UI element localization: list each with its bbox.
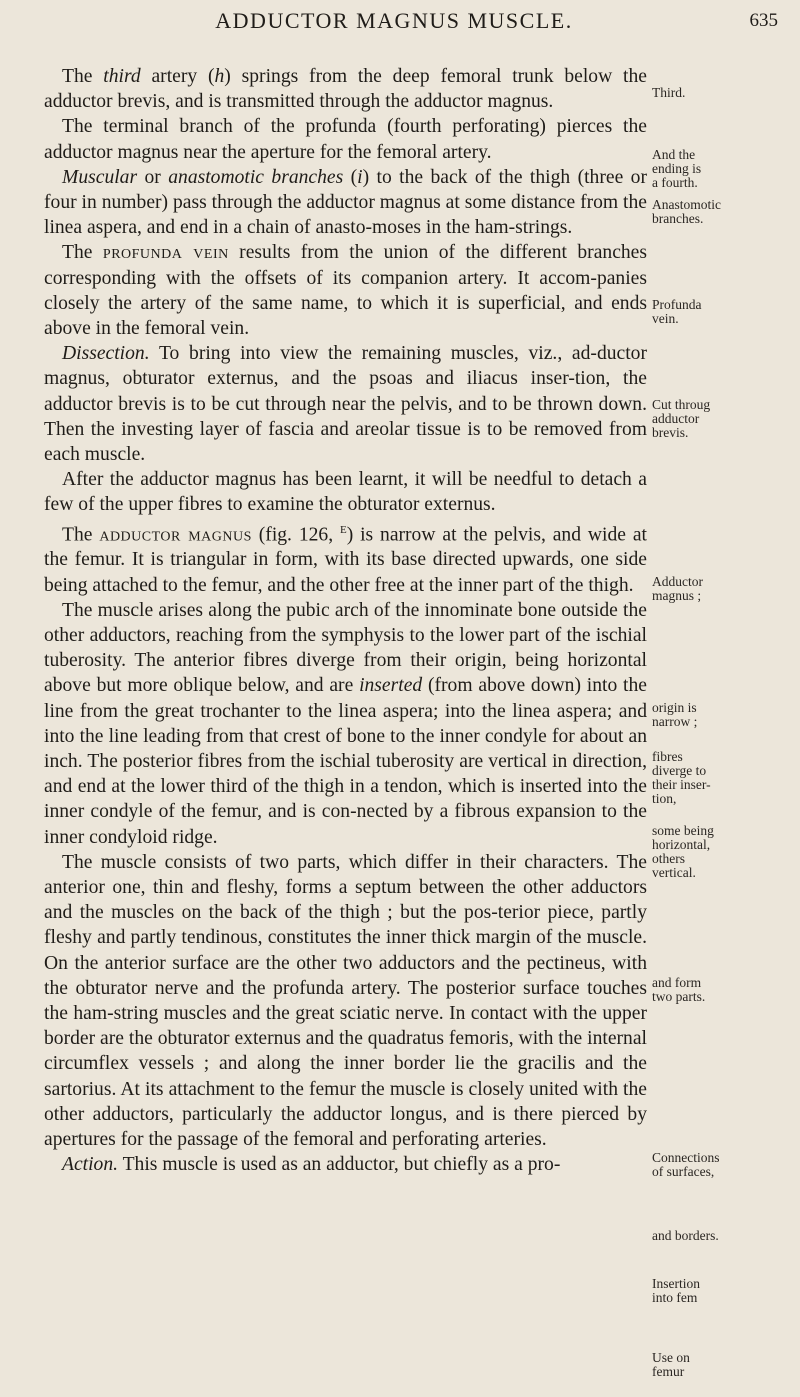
paragraph-terminal-branch: The terminal branch of the profunda (fourth perforating) pierces the adductor magnus near the aperture for the femoral artery. [44, 116, 647, 163]
margin-note-fibres: fibres diverge to their inser- tion, [652, 749, 711, 806]
margin-note-third: Third. [652, 85, 686, 100]
margin-note-anastomotic: Anastomotic branches. [652, 197, 721, 226]
margin-note-cut-brevis: Cut throug adductor brevis. [652, 397, 711, 440]
margin-note-borders: and borders. [652, 1228, 719, 1243]
margin-note-connections: Connections of surfaces, [652, 1150, 720, 1179]
margin-note-insertion: Insertion into fem [652, 1276, 700, 1305]
margin-note-horizontal-vertical: some being horizontal, others vertical. [652, 823, 714, 880]
paragraph-origin-insertion: The muscle arises along the pubic arch of the innominate bone outside the other adductors, reaching from the symphysis to the lower part of the ischial tuberosity. The anterior fibres diverge from their origin, being horizontal above but more oblique below, and are inserted (from above down) into the line from the great trochanter to the linea aspera; into the linea aspera; and into the line leading from that crest of bone to the inner condyle for about an inch. The posterior fibres from the ischial tuberosity are vertical in direction, and end at the lower third of the thigh in a tendon, which is inserted into the inner condyle of the femur, and is con-nected by a fibrous expansion to the inner condyloid ridge. [44, 599, 647, 848]
body-text [44, 64, 647, 1177]
margin-note-two-parts: and form two parts. [652, 975, 706, 1004]
paragraph-two-parts: The muscle consists of two parts, which differ in their characters. The anterior one, thin and fleshy, forms a septum between the other adductors and the muscles on the back of the thigh ; but the pos-terior piece, partly fleshy and partly tendinous, constitutes the inner thick margin of the muscle. On the anterior surface are the other two adductors and the pectineus, with the obturator nerve and the profunda artery. The posterior surface touches the ham-string muscles and the great sciatic nerve. In contact with the upper border are the obturator externus and the quadratus femoris, with the internal circumflex vessels ; and along the inner border lie the gracilis and the sartorius. At its attachment to the femur the muscle is closely united with the other adductors, particularly the adductor longus, and is there pierced by apertures for the passage of the femoral and perforating arteries. [44, 851, 647, 1151]
paragraph-action: Action. This muscle is used as an adductor, but chiefly as a pro- [62, 1154, 561, 1176]
page-number: 635 [749, 10, 778, 31]
margin-note-adductor-magnus: Adductor magnus ; [652, 574, 703, 603]
margin-note-profunda-vein: Profunda vein. [652, 297, 702, 326]
paragraph-muscular-branches: Muscular or anastomotic branches (i) to the back of the thigh (three or four in number) pass through the adductor magnus at some distance from the linea aspera, and end in a chain of anasto-moses in the ham-strings. [44, 166, 647, 239]
margin-note-use: Use on femur [652, 1350, 690, 1379]
paragraph-profunda-vein: The profunda vein results from the union of the different branches corresponding with the offsets of its companion artery. It accom-panies closely the artery of the same name, to which it is superficial, and ends above in the femoral vein. [44, 242, 648, 340]
paragraph-third-artery: The third artery (h) springs from the deep femoral trunk below the adductor brevis, and is transmitted through the adductor magnus. [44, 66, 647, 113]
paragraph-detach-fibres: After the adductor magnus has been learnt, it will be needful to detach a few of the upper fibres to examine the obturator externus. [44, 469, 647, 516]
page-header [44, 8, 788, 38]
paragraph-dissection: Dissection. To bring into view the remaining muscles, viz., ad-ductor magnus, obturator externus, and the psoas and iliacus inser-tion, the adductor brevis is to be cut through near the pelvis, and to be thrown down. Then the investing layer of fascia and areolar tissue is to be removed from each muscle. [44, 343, 647, 466]
running-head: ADDUCTOR MAGNUS MUSCLE. [215, 8, 573, 33]
margin-note-fourth-branch: And the ending is a fourth. [652, 147, 702, 190]
margin-note-origin: origin is narrow ; [652, 700, 698, 729]
paragraph-adductor-magnus: The adductor magnus (fig. 126, $^E$) is narrow at the pelvis, and wide at the femur. It is triangular in form, with its base directed upwards, one side being attached to the femur, and the other free at the inner part of the thigh. [44, 523, 647, 596]
